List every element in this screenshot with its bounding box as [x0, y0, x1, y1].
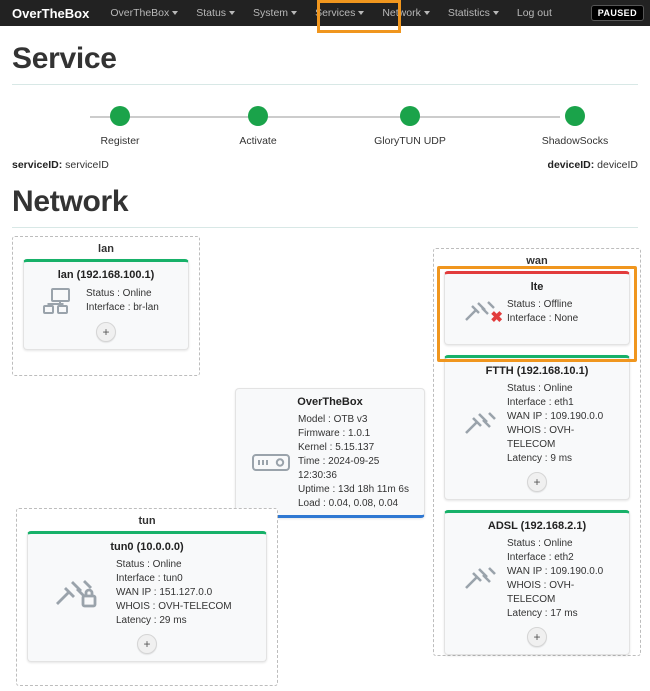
group-tun	[16, 508, 278, 686]
card-line: WAN IP : 109.190.0.0	[507, 566, 604, 577]
network-diagram	[0, 236, 650, 686]
group-lan	[12, 236, 200, 376]
card-body	[236, 411, 424, 515]
nav-item-status[interactable]	[187, 0, 244, 26]
page-title-service: Service	[12, 42, 117, 75]
card-line: Status : Online	[86, 288, 152, 299]
plug-icon	[453, 564, 507, 594]
card-lines	[86, 287, 180, 315]
card-line: Interface : tun0	[116, 573, 183, 584]
add-ftth-button[interactable]: +	[527, 472, 547, 492]
step-shadowsocks[interactable]	[515, 103, 635, 147]
step-dot-icon	[110, 106, 130, 126]
card-line: Status : Online	[116, 559, 182, 570]
card-line: WAN IP : 151.127.0.0	[116, 587, 213, 598]
nav-item-services[interactable]	[306, 0, 373, 26]
card-line: Interface : br-lan	[86, 302, 159, 313]
network-switch-icon	[32, 286, 86, 316]
card-lines	[507, 382, 621, 466]
step-label: Activate	[239, 135, 277, 147]
device-id-value: deviceID	[597, 159, 638, 171]
card-line: Firmware : 1.0.1	[298, 428, 371, 439]
step-activate[interactable]	[198, 103, 318, 147]
step-dot-icon	[400, 106, 420, 126]
nav-item-logout[interactable]	[508, 0, 561, 26]
chevron-down-icon	[291, 11, 297, 15]
card-line: Uptime : 13d 18h 11m 6s	[298, 484, 409, 495]
group-title: wan	[526, 255, 548, 267]
brand-logo[interactable]: OverTheBox	[12, 5, 90, 21]
nav-item-system[interactable]	[244, 0, 306, 26]
card-body	[445, 380, 629, 470]
card-line: WHOIS : OVH-TELECOM	[116, 601, 232, 612]
step-label: ShadowSocks	[541, 135, 609, 147]
step-dot-icon	[248, 106, 268, 126]
card-tun0[interactable]	[27, 531, 267, 662]
nav-item-label: Services	[315, 7, 356, 19]
divider	[12, 84, 638, 85]
nav-item-network[interactable]	[373, 0, 439, 26]
status-badge: PAUSED	[591, 5, 644, 21]
card-lte[interactable]	[444, 271, 630, 345]
top-navbar	[0, 0, 650, 26]
group-title: tun	[138, 515, 156, 527]
chevron-down-icon	[358, 11, 364, 15]
card-lines	[116, 558, 258, 628]
card-line: Interface : None	[507, 313, 579, 324]
card-line: Load : 0.04, 0.08, 0.04	[298, 498, 399, 509]
device-box-icon	[244, 451, 298, 473]
card-lines	[507, 298, 621, 326]
add-lan-button[interactable]: +	[96, 322, 116, 342]
nav-item-label: System	[253, 7, 289, 19]
nav-item-overthebox[interactable]	[101, 0, 187, 26]
plug-icon	[453, 409, 507, 439]
step-glorytun-udp[interactable]	[350, 103, 470, 147]
device-id-label: deviceID:	[547, 159, 595, 171]
card-line: Latency : 17 ms	[507, 608, 578, 619]
card-line: WAN IP : 109.190.0.0	[507, 411, 604, 422]
card-title: OverTheBox	[297, 396, 363, 408]
card-title: FTTH (192.168.10.1)	[485, 365, 589, 377]
card-line: Time : 2024-09-25 12:30:36	[298, 456, 380, 481]
card-lan[interactable]	[23, 259, 189, 350]
card-line: WHOIS : OVH-TELECOM	[507, 580, 575, 605]
card-title: tun0 (10.0.0.0)	[110, 541, 184, 553]
card-line: Status : Online	[507, 538, 573, 549]
service-id-value: serviceID	[65, 159, 109, 171]
step-dot-icon	[565, 106, 585, 126]
card-title: ADSL (192.168.2.1)	[487, 520, 587, 532]
card-lines	[507, 537, 621, 621]
nav-item-label: Log out	[516, 7, 552, 19]
secure-tunnel-icon	[36, 576, 116, 610]
chevron-down-icon	[424, 11, 430, 15]
divider	[12, 227, 638, 228]
card-ftth[interactable]	[444, 355, 630, 500]
nav-item-statistics[interactable]	[439, 0, 508, 26]
card-body	[445, 535, 629, 625]
card-line: Kernel : 5.15.137	[298, 442, 375, 453]
card-line: Status : Offline	[507, 299, 573, 310]
id-row	[12, 159, 638, 171]
service-progress-steps	[30, 103, 620, 157]
card-overthebox-device[interactable]	[235, 388, 425, 518]
card-adsl[interactable]	[444, 510, 630, 655]
step-label: GloryTUN UDP	[374, 135, 446, 147]
nav-items	[101, 0, 561, 26]
card-line: Model : OTB v3	[298, 414, 368, 425]
card-title: lte	[530, 281, 544, 293]
error-x-icon: ✖	[490, 309, 503, 326]
card-line: Latency : 29 ms	[116, 615, 187, 626]
card-title: lan (192.168.100.1)	[57, 269, 155, 281]
card-line: Interface : eth2	[507, 552, 574, 563]
card-body	[445, 296, 629, 330]
step-register[interactable]	[60, 103, 180, 147]
nav-item-label: Network	[382, 7, 421, 19]
card-line: Interface : eth1	[507, 397, 574, 408]
step-label: Register	[100, 135, 140, 147]
card-body	[24, 284, 188, 320]
group-wan	[433, 248, 641, 656]
nav-item-label: Statistics	[447, 7, 490, 19]
group-title: lan	[98, 243, 114, 255]
plug-error-icon	[453, 299, 507, 325]
device-id	[548, 159, 638, 171]
nav-item-label: OverTheBox	[110, 7, 170, 19]
card-body	[28, 556, 266, 632]
nav-item-label: Status	[196, 7, 227, 19]
card-lines	[298, 413, 416, 511]
service-id-label: serviceID:	[12, 159, 63, 171]
service-id	[12, 159, 109, 171]
chevron-down-icon	[172, 11, 178, 15]
add-adsl-button[interactable]: +	[527, 627, 547, 647]
card-line: Latency : 9 ms	[507, 453, 573, 464]
chevron-down-icon	[229, 11, 235, 15]
card-line: Status : Online	[507, 383, 573, 394]
chevron-down-icon	[493, 11, 499, 15]
page-title-network: Network	[12, 185, 129, 218]
card-line: WHOIS : OVH-TELECOM	[507, 425, 575, 450]
add-tun-button[interactable]: +	[137, 634, 157, 654]
